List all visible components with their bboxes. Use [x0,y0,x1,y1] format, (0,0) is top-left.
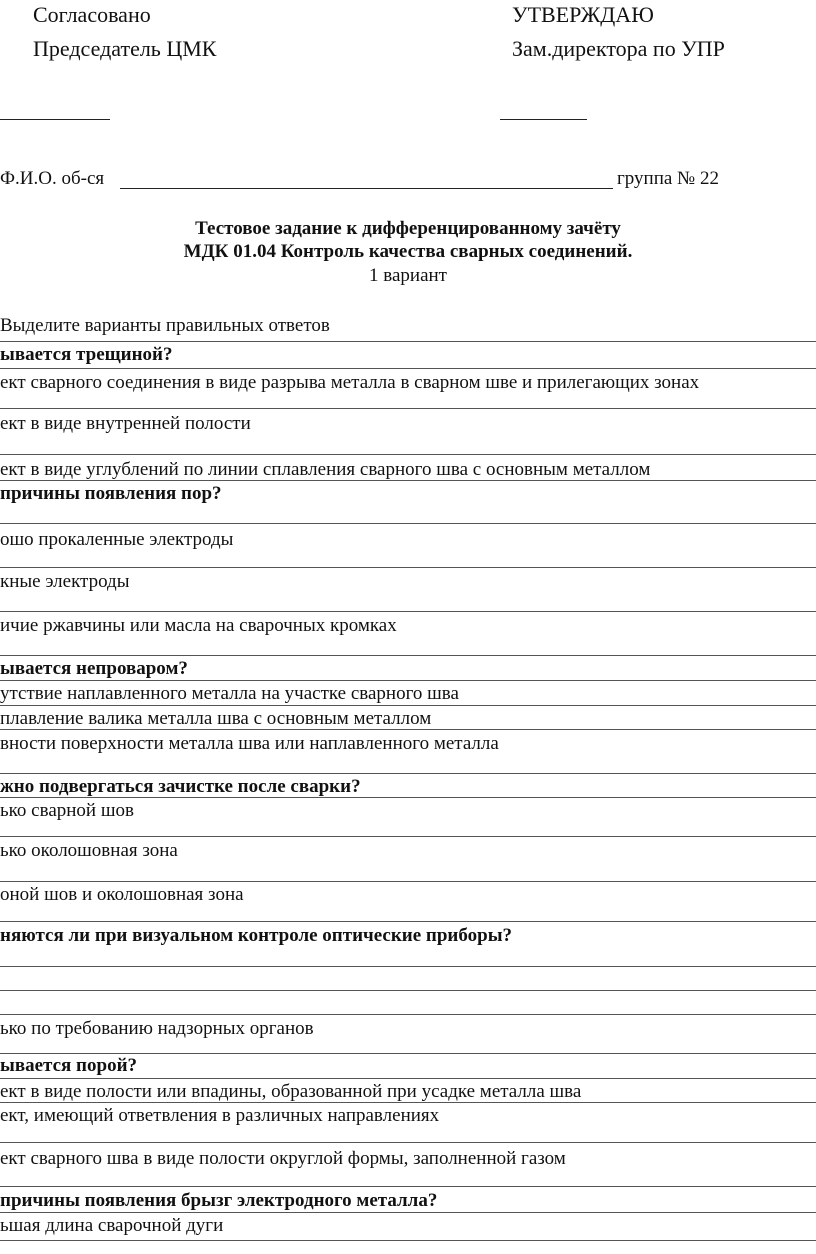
answer-option: ичие ржавчины или масла на сварочных кромках [0,615,397,636]
question-text: причины появления брызг электродного металла? [0,1190,438,1211]
table-rule [0,881,816,882]
question-text: ывается непроваром? [0,658,188,679]
right-signature-line [500,119,587,120]
left-signature-line [0,119,110,120]
table-rule [0,567,816,568]
table-rule [0,454,816,455]
table-rule [0,773,816,774]
test-variant: 1 вариант [369,265,447,286]
approval-right-title: УТВЕРЖДАЮ [512,2,654,27]
question-text: няются ли при визуальном контроле оптические приборы? [0,925,513,946]
table-rule [0,797,816,798]
table-rule [0,341,816,342]
approval-right-position: Зам.директора по УПР [512,36,725,61]
table-rule [0,1078,816,1079]
table-rule [0,480,816,481]
table-rule [0,1053,816,1054]
table-rule [0,836,816,837]
table-rule [0,1186,816,1187]
answer-option: ект в виде углублений по линии сплавления сварного шва с основным металлом [0,459,651,480]
question-text: причины появления пор? [0,483,222,504]
answer-option: оной шов и околошовная зона [0,884,244,905]
answer-option: ект сварного шва в виде полости округлой формы, заполненной газом [0,1148,566,1169]
table-rule [0,966,816,967]
table-rule [0,611,816,612]
table-rule [0,368,816,369]
table-rule [0,1212,816,1213]
table-rule [0,1102,816,1103]
student-name-line [120,188,613,189]
table-rule [0,1240,816,1241]
table-rule [0,705,816,706]
approval-left-title: Согласовано [33,2,151,27]
student-name-label: Ф.И.О. об-ся [0,168,105,189]
answer-option: ект в виде полости или впадины, образованной при усадке металла шва [0,1081,582,1102]
test-subject: МДК 01.04 Контроль качества сварных соединений. [183,241,633,262]
instruction-text: Выделите варианты правильных ответов [0,315,330,336]
table-rule [0,990,816,991]
test-title: Тестовое задание к дифференцированному зачёту [195,218,621,239]
answer-option: ект, имеющий ответвления в различных направлениях [0,1105,440,1126]
answer-option: плавление валика металла шва с основным металлом [0,708,432,729]
table-rule [0,921,816,922]
approval-left-position: Председатель ЦМК [33,36,217,61]
question-text: ывается трещиной? [0,344,173,365]
table-rule [0,408,816,409]
table-rule [0,680,816,681]
answer-option: ько околошовная зона [0,840,178,861]
answer-option: ьшая длина сварочной дуги [0,1215,224,1236]
question-text: ывается порой? [0,1055,138,1076]
answer-option: вности поверхности металла шва или наплавленного металла [0,733,499,754]
answer-option: кные электроды [0,571,130,592]
table-rule [0,729,816,730]
answer-option: утствие наплавленного металла на участке сварного шва [0,683,459,704]
answer-option: ько по требованию надзорных органов [0,1018,314,1039]
answer-option: ект в виде внутренней полости [0,413,251,434]
answer-option: ошо прокаленные электроды [0,529,234,550]
question-text: жно подвергаться зачистке после сварки? [0,776,361,797]
answer-option: ько сварной шов [0,800,134,821]
table-rule [0,523,816,524]
group-label: группа № 22 [617,168,719,189]
table-rule [0,1142,816,1143]
table-rule [0,655,816,656]
answer-option: ект сварного соединения в виде разрыва металла в сварном шве и прилегающих зонах [0,372,700,393]
table-rule [0,1014,816,1015]
